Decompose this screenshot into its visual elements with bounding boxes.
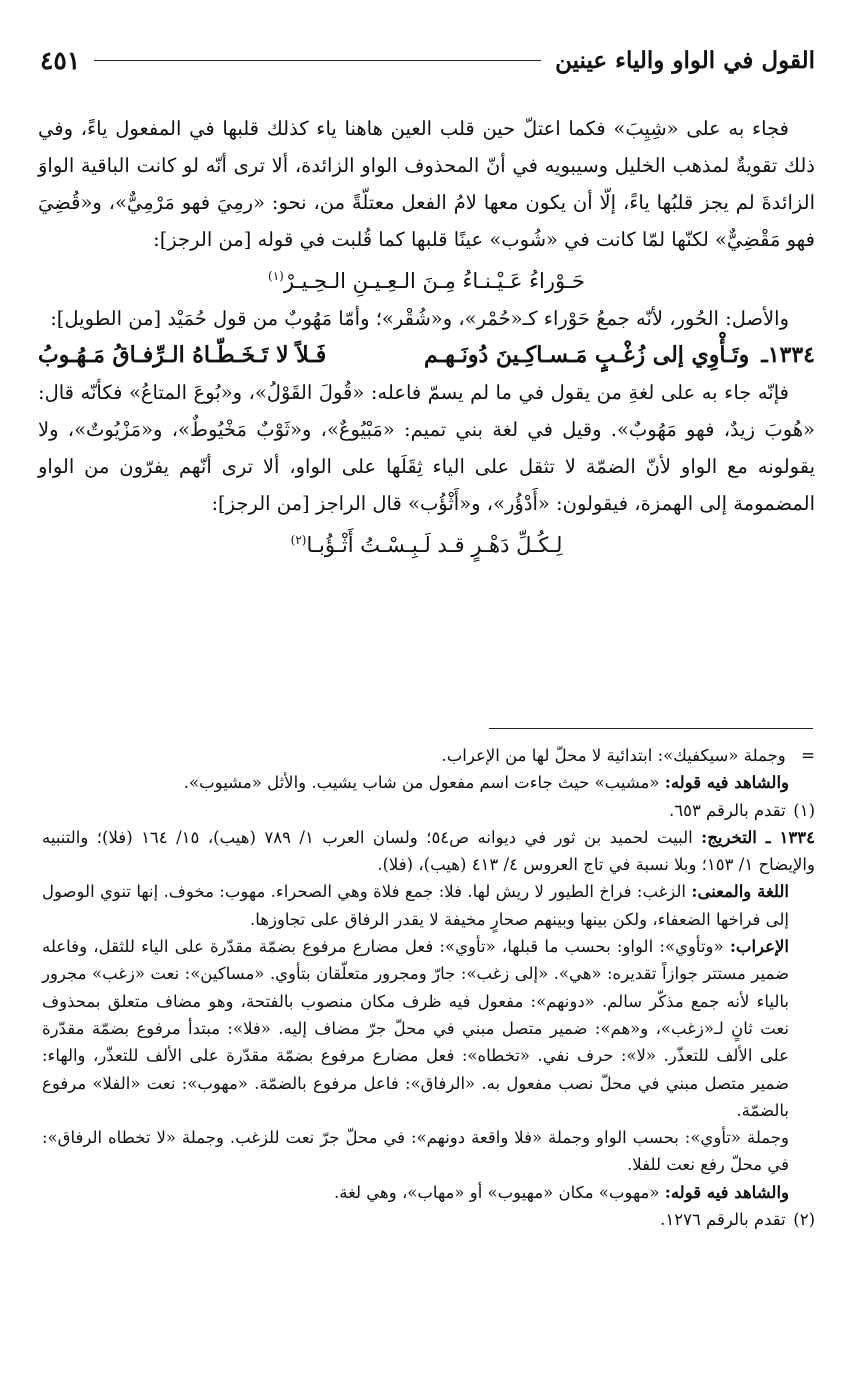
header-rule [94, 60, 541, 61]
footnotes [42, 742, 815, 1233]
paragraph-1: فجاء به على «شِيِبَ» فكما اعتلّ حين قلب العين هاهنا ياء كذلك قلبها في المفعول ياءً، وفي ذلك تقويةٌ لمذهب الخليل وسيبويه في أنّ المحذوف الواو الزائدة، ألا ترى أنّه لو كانت الباقية الواوَ الزائدةَ لم يجز قلبُها ياءً، إلّا أن يكون معها لامُ الفعل معتلّةً من، نحو: «رمِيَ فهو مَرْمِيٌّ»، و«قُضِيَ فهو مَقْضِيٌّ» لكنّها لمّا كانت في «شُوب» عينًا قلبها كما قُلبت في قوله [من الرجز]: [38, 117, 815, 251]
lugha-label: اللغة والمعنى: [691, 882, 789, 902]
footnote-2 [42, 1206, 815, 1233]
footnote-ref-2: (٢) [290, 533, 307, 547]
verse-3 [38, 522, 815, 564]
takhrij-label: ١٣٣٤ ـ التخريج: [701, 827, 815, 847]
verse-1334 [38, 337, 815, 374]
footnote-2-text: تقدم بالرقم ١٢٧٦. [660, 1210, 786, 1230]
footnote-shahid-prev [42, 769, 815, 796]
takhrij [42, 824, 815, 879]
main-text [38, 110, 815, 564]
verse-number: ١٣٣٤ـ [761, 342, 815, 368]
shahid-label-2: والشاهد فيه قوله: [664, 1182, 789, 1202]
jumla: وجملة «تأوي»: بحسب الواو وجملة «فلا واقعة دونهم»: في محلّ جرّ نعت للزغب. وجملة «لا تخطاه الرفاق»: في محلّ رفع نعت للفلا. [42, 1128, 789, 1175]
lugha-maana [42, 878, 815, 933]
page-number: ٤٥١ [40, 45, 81, 75]
footnote-1-number: (١) [793, 800, 815, 820]
takhrij-text: البيت لحميد بن ثور في ديوانه ص٥٤؛ ولسان العرب ١/ ٧٨٩ (هيب)، ١٥/ ١٦٤ (فلا)؛ والتنبيه والإيضاح ١/ ١٥٣؛ وبلا نسبة في تاج العروس ٤/ ٤١٣ (هيب)، (فلا). [42, 827, 815, 875]
irab [42, 933, 815, 1124]
paragraph-2: والأصل: الحُور، لأنّه جمعُ حَوْراء كـ«حُمْر»، و«شُقْر»؛ وأمّا مَهُوبٌ من قول حُمَيْد [من الطويل]: [50, 307, 789, 330]
irab-text: «وتأوي»: الواو: بحسب ما قبلها، «تأوي»: فعل مضارع مرفوع بضمّة مقدّرة على الياء للثقل، وفاعله ضمير مستتر جوازاً تقديره: «هي». «إلى زغب»: جارّ ومجرور متعلّقان بتأوي. «مساكين»: نعت «زغب» مجرور بالياء لأنه جمع مذكّر سالم. «دونهم»: مفعول فيه ظرف مكان منصوب بالفتحة، وهو مضاف متعلق بمحذوف نعت ثانٍ لـ«زغب»، و«هم»: ضمير متصل مبني في محلّ جرّ مضاف إليه. «فلا»: مبتدأ مرفوع بضمّة مقدّرة على الألف للتعذّر. «لا»: حرف نفي. «تخطاه»: فعل مضارع مرفوع بضمّة مقدّرة على الألف للتعذّر، والهاء: ضمير متصل مبني في محلّ نصب مفعول به. «الرفاق»: فاعل مرفوع بالضمّة. «مهوب»: نعت «الفلا» مرفوع بالضمّة. [42, 937, 789, 1120]
chapter-title: القول في الواو والياء عينين [555, 46, 815, 74]
verse-3-text: لِـكُـلِّ دَهْـرٍ قـد لَـبِـسْـتُ أَثْـؤُبـا [306, 533, 563, 557]
footnote-2-number: (٢) [793, 1210, 815, 1230]
shahid-label: والشاهد فيه قوله: [664, 773, 789, 793]
shahid-text-2: «مهوب» مكان «مهيوب» أو «مهاب»، وهي لغة. [333, 1182, 660, 1202]
lugha-text: الزغب: فراخ الطيور لا ريش لها. فلا: جمع فلاة وهي الصحراء. مهوب: مخوف. إنها تنوي الوصول إلى فراخها الضعفاء، ولكن بينها وبينهم صحارٍ مخيفة لا يقدر الرفاق على تجاوزها. [42, 882, 789, 929]
footnote-continued-text: وجملة «سيكفيك»: ابتدائية لا محلّ لها من الإعراب. [441, 746, 786, 765]
running-header [40, 38, 815, 82]
verse-first-hemistich: وتَـأْوِي إلى زُغْـبٍ مَـسـاكِـينَ دُونَـهـم [424, 342, 750, 368]
verse-1 [38, 258, 815, 300]
shahid [42, 1179, 815, 1206]
shahid-text: «مشيب» حيث جاءت اسم مفعول من شاب يشيب. والأثل «مشيوب». [183, 773, 660, 793]
footnote-1-text: تقدم بالرقم ٦٥٣. [668, 800, 786, 820]
footnote-continued [42, 742, 815, 769]
verse-second-hemistich: فَـلاً لا تَـخَـطّـاهُ الـرِّفـاقُ مَـهُـوبُ [38, 342, 327, 368]
continuation-mark: = [801, 746, 815, 765]
verse-1-text: حَـوْراءُ عَـيْـنـاءُ مِـنَ الـعِـيـنِ الـحِـيـرْ [283, 269, 585, 293]
footnote-separator [489, 728, 813, 729]
irab-label: الإعراب: [729, 937, 789, 957]
footnote-1 [42, 797, 815, 824]
paragraph-3: فإنّه جاء به على لغةِ من يقول في ما لم يسمّ فاعله: «قُولَ القَوْلُ»، و«بُوعَ المتاعُ» فكأنّه قال: «هُوبَ زيدٌ، فهو مَهُوبٌ». وقيل في لغة بني تميم: «مَبْيُوعٌ»، و«ثَوْبٌ مَخْيُوطٌ»، و«مَزْيُوتٌ»، ولا يقولونه مع الواو لأنّ الضمّة لا تثقل على الياء ثِقَلَها على الواو، ألا ترى أنّهم يفرّون من الواو المضمومة إلى الهمزة، فيقولون: «أَدْؤُر»، و«أَثْؤُب» قال الراجز [من الرجز]: [38, 381, 815, 515]
footnote-ref-1: (١) [268, 269, 284, 283]
